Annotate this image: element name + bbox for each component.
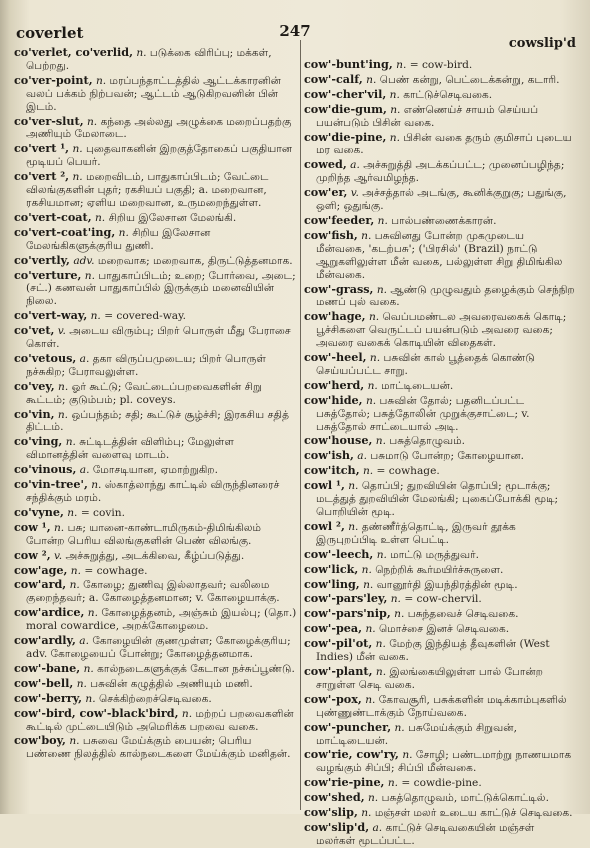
entry-headword: cow'boy, <box>14 733 66 748</box>
entry-headword: co'vet, <box>14 323 55 338</box>
entry-definition: மாட்டு மருத்துவர். <box>390 548 480 561</box>
entry-part-of-speech: n. <box>376 548 387 561</box>
entry-definition: கால்நடைகளுக்குக் கேடான நச்சுப்பூண்டு. <box>97 662 295 675</box>
dictionary-entry <box>304 622 576 636</box>
entry-part-of-speech: n. <box>65 436 76 449</box>
dictionary-entry <box>304 158 576 185</box>
entry-part-of-speech: n. <box>390 593 401 606</box>
dictionary-entry <box>304 88 576 102</box>
entry-definition: பசு; யானை-காண்டாமிருகம்-திமிங்கிலம் போன்ற பெரிய விலங்குகளின் பெண் விலங்கு. <box>26 521 262 547</box>
entry-headword: co'ving, <box>14 434 63 449</box>
entry-definition: மோசடியான, ஏமாற்றுகிற. <box>92 464 218 477</box>
entry-part-of-speech: n. <box>69 579 80 592</box>
entry-headword: co'vin-tree', <box>14 477 88 492</box>
entry-headword: cow'slip'd, <box>304 819 370 834</box>
entry-definition: சோழி; பண்டமாற்று நாணயமாக வழங்கும் சிப்பி; சிப்பி மீன்வகை. <box>316 749 572 775</box>
entry-headword: cow'die-gum, <box>304 101 387 116</box>
dictionary-entry <box>304 58 576 72</box>
entry-part-of-speech: n. <box>76 677 87 690</box>
entry-headword: co'verlet, co'verlid, <box>14 45 133 59</box>
dictionary-entry <box>14 606 298 633</box>
page-header <box>8 22 582 51</box>
dictionary-entry <box>304 394 576 434</box>
entry-part-of-speech: n. <box>368 311 380 324</box>
entry-headword: cow'-bell, <box>14 675 74 690</box>
dictionary-entry <box>304 103 576 130</box>
entry-headword: cow'-bunt'ing, <box>304 57 393 71</box>
entry-headword: cow'feeder, <box>304 212 375 227</box>
entry-definition: வெப்பமண்டல அவரைவகைக் கொடி; பூச்சிகளை வெருட்டப் பயன்படும் அவரை வகை; அவரை வகைக் கொடியின் விதைகள். <box>316 311 567 350</box>
entry-headword: cow'-pars'ley, <box>304 591 388 606</box>
dictionary-entry <box>14 435 298 462</box>
entry-definition: மறைவிடம், பாதுகாப்பிடம்; வேட்டை விலங்குகளின் புதர்; ரகசியப் பகுதி; a. மறைவான, ரகசியமான; ஏளிய மறைவான, உருமறைந்துள்ள. <box>26 171 269 209</box>
dictionary-entry <box>304 351 576 378</box>
entry-definition: தண்ணீர்த்தொட்டி, இருவர் தூக்க இருபுறப்பிடி உள்ள பெட்டி. <box>316 520 516 546</box>
entry-part-of-speech: n. <box>70 564 81 577</box>
entry-part-of-speech: n. <box>367 379 378 392</box>
entry-definition: பசுந்தவைச் செடிவகை. <box>407 608 519 621</box>
entry-headword: co'vert ², <box>14 169 70 184</box>
entry-part-of-speech: n. <box>361 229 372 242</box>
entry-part-of-speech: n. <box>58 380 69 393</box>
entry-definition: காட்டுச்செடிவகை. <box>403 88 493 101</box>
entry-part-of-speech: n. <box>87 607 98 620</box>
entry-headword: cow'hide, <box>304 392 363 407</box>
dictionary-entry <box>14 74 298 114</box>
entry-definition: ஸ்காத்லாந்து காட்டில் விருந்தினரைச் சந்திக்கும் மரம். <box>26 479 280 504</box>
entry-definition: அச்சுறுத்து, அடக்கிவை, கீழ்ப்படுத்து. <box>65 549 245 562</box>
entry-definition: காட்டுச் செடிவகையின் மஞ்சள் மலர்கள் மூடப்பட்ட. <box>316 821 535 847</box>
entry-part-of-speech: n. <box>57 408 69 421</box>
entry-definition: கந்தை அல்லது அழுக்கை மறைப்பதற்கு அணியும் மேலாடை. <box>26 115 292 141</box>
dictionary-entry <box>14 506 298 520</box>
entry-definition: அச்சுறுத்தி அடக்கப்பட்ட; முனைப்பழிந்த; முறிந்த ஆர்வமிழந்த. <box>316 159 565 185</box>
entry-part-of-speech: n. <box>118 226 129 239</box>
entry-part-of-speech: n. <box>86 115 98 128</box>
dictionary-entry <box>304 434 576 448</box>
dictionary-entry <box>304 131 576 158</box>
entry-part-of-speech: a. <box>357 450 367 463</box>
entry-headword: co'verture, <box>14 267 82 282</box>
dictionary-entry <box>14 734 298 761</box>
entry-part-of-speech: n. <box>366 73 377 86</box>
entry-definition: சிறிய இலேசான மேலங்கி. <box>108 211 237 224</box>
entry-headword: co'vetous, <box>14 350 77 365</box>
entry-part-of-speech: n. <box>389 131 400 144</box>
entry-headword: cow'-plant, <box>304 663 373 678</box>
entry-part-of-speech: n. <box>375 638 386 651</box>
entry-part-of-speech: n. <box>362 465 374 478</box>
entry-headword: co'ver-point, <box>14 72 93 87</box>
dictionary-entry <box>14 463 298 477</box>
column-divider <box>300 40 301 810</box>
entry-part-of-speech: n. <box>377 214 388 227</box>
dictionary-entry <box>14 692 298 706</box>
entry-headword: cow'-puncher, <box>304 719 392 734</box>
entry-headword: cowl ², <box>304 518 345 533</box>
dictionary-entry <box>304 693 576 720</box>
dictionary-entry <box>14 549 298 563</box>
entry-headword: co'ver-slut, <box>14 113 84 128</box>
dictionary-entry <box>304 214 576 228</box>
entry-definition: = covin. <box>80 506 125 519</box>
entry-part-of-speech: n. <box>95 74 107 87</box>
entry-definition: = cowhage. <box>84 564 148 577</box>
entry-headword: cow'-pars'nip, <box>304 606 391 621</box>
entry-part-of-speech: n. <box>90 310 101 323</box>
entry-headword: co'vert ¹, <box>14 141 70 156</box>
entry-definition: = cowhage. <box>376 465 440 478</box>
entry-part-of-speech: n. <box>85 692 96 705</box>
dictionary-entry <box>14 211 298 225</box>
entry-definition: ஒப்பந்தம்; சதி; கூட்டுச் சூழ்ச்சி; இரகசிய சதித் திட்டம். <box>26 408 289 434</box>
entry-headword: cow'lick, <box>304 561 359 576</box>
dictionary-entry <box>14 478 298 505</box>
entry-headword: cow ¹, <box>14 519 51 534</box>
entry-part-of-speech: n. <box>72 171 83 184</box>
dictionary-entry <box>304 379 576 393</box>
entry-definition: நெற்றிக் கூர்மயிர்ச்சுருளை. <box>375 563 504 576</box>
entry-part-of-speech: n. <box>136 47 147 59</box>
entry-part-of-speech: n. <box>348 480 359 493</box>
entry-definition: மரப்பந்தாட்டத்தில் ஆட்டக்காரனின் வலப் பக்கம் நிற்பவன்; ஆட்டம் ஆடுகிறவனின் பின் இடம். <box>26 74 281 113</box>
dictionary-entry <box>304 310 576 350</box>
dictionary-entry <box>304 665 576 692</box>
entry-headword: cow'shed, <box>304 790 365 805</box>
entry-headword: cow'ish, <box>304 448 354 463</box>
entry-definition: பசுவின் தோல்; பதனிடப்பட்ட பசுத்தோல்; பசுத்தோலின் முறுக்குசாட்டை; v. பசுத்தோல் சாட்டையால் அடி. <box>316 394 530 433</box>
dictionary-entry <box>304 607 576 621</box>
entry-headword: cow'house, <box>304 433 373 448</box>
entry-part-of-speech: n. <box>84 269 95 282</box>
entry-part-of-speech: n. <box>396 59 407 71</box>
entry-part-of-speech: v. <box>350 187 359 200</box>
entry-headword: cow'ardly, <box>14 633 76 648</box>
dictionary-entry <box>304 791 576 805</box>
entry-headword: co'vyne, <box>14 504 64 519</box>
entry-definition: மாட்டிடையன். <box>381 379 454 392</box>
dictionary-entry <box>304 449 576 463</box>
entry-part-of-speech: n. <box>348 520 359 533</box>
entry-headword: cow'herd, <box>304 377 365 392</box>
right-guide-word: cowslip'd <box>508 36 576 51</box>
entry-headword: cow'-heel, <box>304 350 367 365</box>
dictionary-entry <box>304 73 576 87</box>
dictionary-entry <box>304 592 576 606</box>
page-number: 247 <box>279 22 311 40</box>
entry-part-of-speech: n. <box>181 707 193 720</box>
dictionary-entry <box>14 226 298 253</box>
entry-headword: co'vinous, <box>14 462 77 477</box>
entry-headword: cow'er, <box>304 185 348 200</box>
entry-headword: cow ², <box>14 547 51 562</box>
entry-part-of-speech: n. <box>402 749 413 762</box>
entry-part-of-speech: n. <box>367 792 379 805</box>
entry-headword: cow'hage, <box>304 309 366 324</box>
entry-definition: செக்கிற்றைச்செடிவகை. <box>98 692 212 705</box>
dictionary-entry <box>304 721 576 748</box>
entry-part-of-speech: n. <box>83 662 94 675</box>
entry-part-of-speech: n. <box>394 721 405 734</box>
entry-definition: கோவசூரி, பசுக்களின் மடிக்காம்புகளில் புண்ணுண்டாக்கும் நோய்வகை. <box>316 693 567 719</box>
entry-definition: மற்றப் பறவைகளின் கூட்டில் முட்டையிடும் அமெரிக்க பறவை வகை. <box>26 707 294 733</box>
entry-part-of-speech: n. <box>376 283 388 296</box>
entry-headword: co'vert-coat, <box>14 209 92 224</box>
entry-definition: கோழை; துணிவு இல்லாதவர்; வலிமை குறைந்தவர்; a. கோழைத்தனமான; v. கோழையாக்கு. <box>26 579 280 605</box>
entry-headword: cow'-grass, <box>304 281 374 296</box>
dictionary-entry <box>304 637 576 664</box>
entry-definition: சிறிய இலேசான மேலங்கிகளுக்குரிய துணி. <box>26 226 211 252</box>
entry-definition: பசுமாடு போன்ற; கோழையான. <box>370 450 525 463</box>
entry-definition: பால்பண்ணைக்காரன். <box>391 214 497 227</box>
entry-part-of-speech: n. <box>69 735 80 748</box>
entry-headword: cow'-pil'ot, <box>304 636 373 651</box>
entry-part-of-speech: n. <box>67 506 78 519</box>
entry-definition: படுக்கை விரிப்பு; மக்கள், பெற்றது. <box>26 47 272 72</box>
entry-definition: பாதுகாப்பிடம்; உறை; போர்வை, அடை; (சட்.) கணவன் பாதுகாப்பில் இருக்கும் மனைவியின் நிலை. <box>26 269 296 308</box>
entry-headword: cow'ardice, <box>14 605 85 620</box>
entry-definition: ஓர் கூட்டு; வேட்டைப்பறவைகளின் சிறு கூட்டம்; குடும்பம்; pl. coveys. <box>26 380 262 406</box>
entry-part-of-speech: n. <box>363 578 374 591</box>
dictionary-entry <box>14 677 298 691</box>
dictionary-entry <box>14 521 298 548</box>
entry-definition: புதைவாகனின் இறகுத்தோகைப் பகுதியான மூடியப் பெயர். <box>26 143 293 169</box>
dictionary-entry <box>14 324 298 351</box>
entry-part-of-speech: n. <box>390 103 401 116</box>
entry-definition: மொச்சை இனச் செடிவகை. <box>379 623 510 636</box>
entry-part-of-speech: a. <box>350 159 360 172</box>
entry-part-of-speech: n. <box>361 807 372 820</box>
entry-definition: வானூர்தி இயந்திரத்தின் மூடி. <box>376 578 518 591</box>
entry-definition: கோழைத்தனம், அஞ்சும் இயல்பு; (தொ.) moral cowardice, அறக்கோழைமை. <box>26 607 297 633</box>
entry-definition: பெண் கன்று, பெட்டைக்கன்று, கடாரி. <box>379 73 560 86</box>
entry-headword: cow'die-pine, <box>304 129 387 144</box>
entry-definition: மேற்கு இந்தியத் தீவுகளின் (West Indies) மீன் வகை. <box>316 638 550 664</box>
entry-part-of-speech: a. <box>79 635 89 648</box>
entry-part-of-speech: v. <box>57 325 66 338</box>
entry-definition: சுட்டிடத்தின் விளிம்பு; மேலுள்ள விமானத்தின் வளைவு மாடம். <box>26 436 234 462</box>
dictionary-entry <box>304 748 576 775</box>
dictionary-entry <box>14 269 298 309</box>
entry-definition: = cow-chervil. <box>404 593 482 606</box>
entry-part-of-speech: n. <box>53 521 65 534</box>
dictionary-entry <box>14 352 298 379</box>
dictionary-entry <box>304 821 576 848</box>
dictionary-entry <box>14 380 298 407</box>
dictionary-entry <box>304 520 576 547</box>
dictionary-entry <box>14 662 298 676</box>
entry-definition: பசுவை மேய்க்கும் பையன்; பெரிய பண்ணை நிலத்தில் கால்நடைகளை மேய்க்கும் மனிதன். <box>26 735 291 761</box>
entry-headword: cow'-bane, <box>14 660 81 675</box>
entry-headword: co'vin, <box>14 406 55 421</box>
entry-headword: cow'ling, <box>304 576 360 591</box>
dictionary-entry <box>14 578 298 605</box>
entry-headword: cow'-berry, <box>14 690 83 705</box>
entry-definition: = cow-bird. <box>409 59 473 71</box>
dictionary-entry <box>14 634 298 661</box>
entry-part-of-speech: n. <box>365 394 377 407</box>
right-column <box>304 57 576 847</box>
entry-headword: cowed, <box>304 157 347 172</box>
left-column <box>14 46 298 810</box>
entry-part-of-speech: a. <box>79 464 90 477</box>
entry-headword: cow'-bird, cow'-black'bird, <box>14 705 179 720</box>
left-guide-word: coverlet <box>16 24 84 42</box>
entry-headword: cow'-pea, <box>304 621 363 636</box>
entry-definition: = covered-way. <box>104 310 187 323</box>
entry-part-of-speech: a. <box>372 821 383 834</box>
dictionary-entry <box>14 564 298 578</box>
entry-part-of-speech: adv. <box>73 254 95 267</box>
entry-definition: பசுத்தொழுவம். <box>389 435 466 448</box>
dictionary-entry <box>304 283 576 310</box>
entry-headword: cowl ¹, <box>304 478 345 493</box>
entry-definition: மஞ்சள் மலர் உடைய காட்டுச் செடிவகை. <box>374 807 573 820</box>
entry-definition: இலங்கையிலுள்ள பால் போன்ற சாறுள்ள செடி வகை. <box>316 665 543 691</box>
entry-definition: கோழையின் குணமுள்ள; கோழைக்குரிய; adv. கோழையைப் போன்று; கோழைத்தனமாக. <box>26 635 291 660</box>
entry-headword: cow'ard, <box>14 577 67 592</box>
entry-part-of-speech: n. <box>387 777 399 790</box>
dictionary-entry <box>14 309 298 323</box>
entry-definition: பிசின் வகை தரும் குமிசாப் புடைய மர வகை. <box>316 131 572 157</box>
entry-part-of-speech: n. <box>375 435 386 448</box>
dictionary-entry <box>14 142 298 169</box>
entry-part-of-speech: n. <box>365 693 376 706</box>
entry-part-of-speech: n. <box>94 211 106 224</box>
entry-definition: பசுவின் கால் பூத்தைக் கொண்டு செய்யப்பட்ட சாறு. <box>316 352 535 377</box>
entry-headword: cow'itch, <box>304 463 360 478</box>
entry-definition: தொப்பி; துறவியின் தொப்பி; மூடாக்கு; மடத்துத் துறவியின் மேலங்கி; புகைப்போக்கி மூடி; பொறியின் மூடி. <box>316 480 559 518</box>
entry-headword: cow'slip, <box>304 805 358 820</box>
entry-headword: co'vert-coat'ing, <box>14 224 116 239</box>
dictionary-entry <box>304 229 576 282</box>
dictionary-entry <box>14 46 298 73</box>
entry-part-of-speech: n. <box>361 563 372 576</box>
dictionary-entry <box>14 408 298 435</box>
dictionary-entry <box>304 464 576 478</box>
entry-definition: = cowdie-pine. <box>401 777 482 790</box>
dictionary-entry <box>304 806 576 820</box>
entry-definition: மறைவாக; மறைவாக, திருட்டுத்தனமாக. <box>97 254 293 267</box>
dictionary-entry <box>304 548 576 562</box>
entry-headword: cow'rie-pine, <box>304 775 385 790</box>
dictionary-entry <box>14 115 298 142</box>
entry-part-of-speech: n. <box>91 479 102 492</box>
entry-headword: cow'rie, cow'ry, <box>304 747 399 762</box>
entry-part-of-speech: n. <box>72 143 83 156</box>
entry-headword: cow'-pox, <box>304 691 362 706</box>
entry-definition: அச்சத்தால் அடங்கு, கூனிக்குறுகு; பதுங்கு, ஒளி; ஒதுங்கு. <box>316 187 567 213</box>
entry-headword: cow'age, <box>14 562 68 577</box>
entry-part-of-speech: a. <box>79 352 90 365</box>
entry-headword: cow'-cher'vil, <box>304 86 387 101</box>
dictionary-entry <box>14 707 298 734</box>
entry-definition: பசுமேய்க்கும் சிறுவன், மாட்டிடையன். <box>316 721 517 747</box>
entry-definition: பசுவினது போன்ற முகமுடைய மீன்வகை, 'கடற்பசு'; ('பிரசில்' (Brazil) நாட்டு ஆறுகளிலுள்ள மீன் வகை, பல்லுள்ள சிறு திமிங்கில மீன்வகை. <box>316 229 563 281</box>
entry-part-of-speech: n. <box>394 608 405 621</box>
entry-definition: ஆண்டு முழுவதும் தழைக்கும் செந்நிற மணப் புல் வகை. <box>316 283 575 309</box>
entry-definition: அடைய விரும்பு; பிறர் பொருள் மீது பேராசை கொள். <box>26 325 291 351</box>
entry-part-of-speech: v. <box>53 549 63 562</box>
entry-definition: பசுவின் கழுத்தில் அணியும் மணி. <box>90 677 253 690</box>
dictionary-entry <box>304 776 576 790</box>
entry-definition: எண்ணெய்ச் சாயம் செய்யப் பயன்படும் பிசின் வகை. <box>316 103 539 129</box>
dictionary-entry <box>304 479 576 519</box>
dictionary-entry <box>304 186 576 213</box>
entry-part-of-speech: n. <box>389 88 400 101</box>
entry-headword: co'vertly, <box>14 252 70 267</box>
dictionary-entry <box>14 170 298 210</box>
entry-headword: co'vey, <box>14 378 55 393</box>
dictionary-entry <box>304 563 576 577</box>
entry-definition: தகா விருப்பமுடைய; பிறர் பொருள் நச்சுகிற; பேராவலுள்ள. <box>26 352 266 378</box>
entry-headword: cow'fish, <box>304 227 358 242</box>
dictionary-entry <box>14 254 298 268</box>
entry-headword: co'vert-way, <box>14 308 88 323</box>
entry-definition: பசுத்தொழுவம், மாட்டுக்கொட்டில். <box>381 792 549 805</box>
entry-headword: cow'-leech, <box>304 546 374 561</box>
entry-headword: cow'-calf, <box>304 71 363 86</box>
dictionary-entry <box>304 578 576 592</box>
entry-part-of-speech: n. <box>375 665 387 678</box>
entry-part-of-speech: n. <box>365 623 376 636</box>
entry-part-of-speech: n. <box>369 352 381 365</box>
